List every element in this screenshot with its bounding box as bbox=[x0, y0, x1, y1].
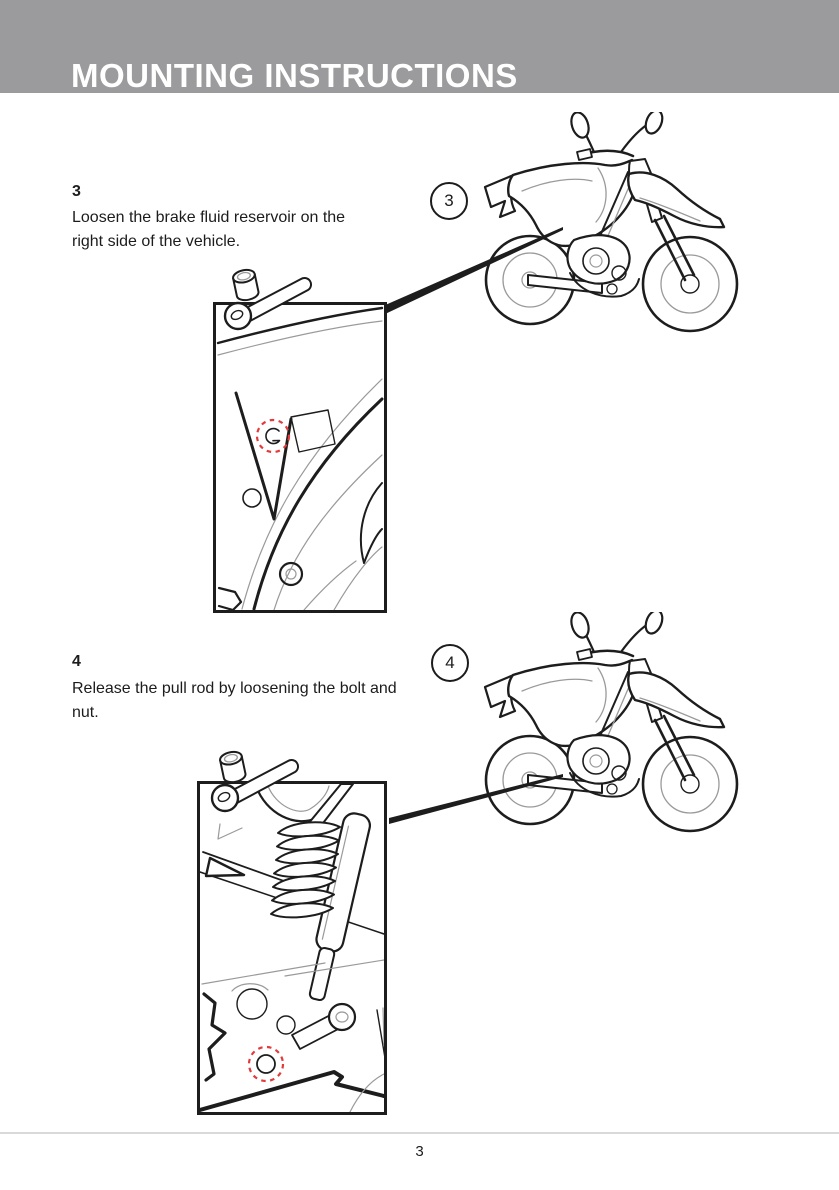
page-title: MOUNTING INSTRUCTIONS bbox=[71, 57, 518, 94]
footer-divider bbox=[0, 1132, 839, 1134]
red-dashed-highlight-circle bbox=[257, 420, 289, 452]
header-banner bbox=[0, 0, 839, 93]
detail-box-step-4 bbox=[197, 781, 387, 1115]
socket-wrench-icon bbox=[214, 264, 314, 334]
step-3-callout-circle bbox=[430, 182, 468, 220]
detail-illustration-pull-rod bbox=[200, 784, 384, 1112]
step-3-number: 3 bbox=[72, 183, 81, 200]
step-3-instruction: Loosen the brake fluid reservoir on the right side of the vehicle. bbox=[72, 209, 346, 250]
leader-line-step-3 bbox=[383, 226, 563, 314]
leader-line-step-4 bbox=[389, 774, 563, 824]
step-4-callout-label: 4 bbox=[445, 653, 455, 672]
red-dashed-highlight-circle bbox=[249, 1047, 283, 1081]
step-4-callout-circle bbox=[431, 644, 469, 682]
step-3-callout-label: 3 bbox=[444, 191, 454, 210]
detail-box-step-3 bbox=[213, 302, 387, 613]
detail-illustration-brake-reservoir bbox=[216, 305, 384, 610]
page-number: 3 bbox=[415, 1143, 424, 1160]
step-4-instruction: Release the pull rod by loosening the bolt and nut. bbox=[72, 680, 397, 721]
step-4-number: 4 bbox=[72, 653, 81, 670]
socket-wrench-icon bbox=[201, 746, 301, 816]
